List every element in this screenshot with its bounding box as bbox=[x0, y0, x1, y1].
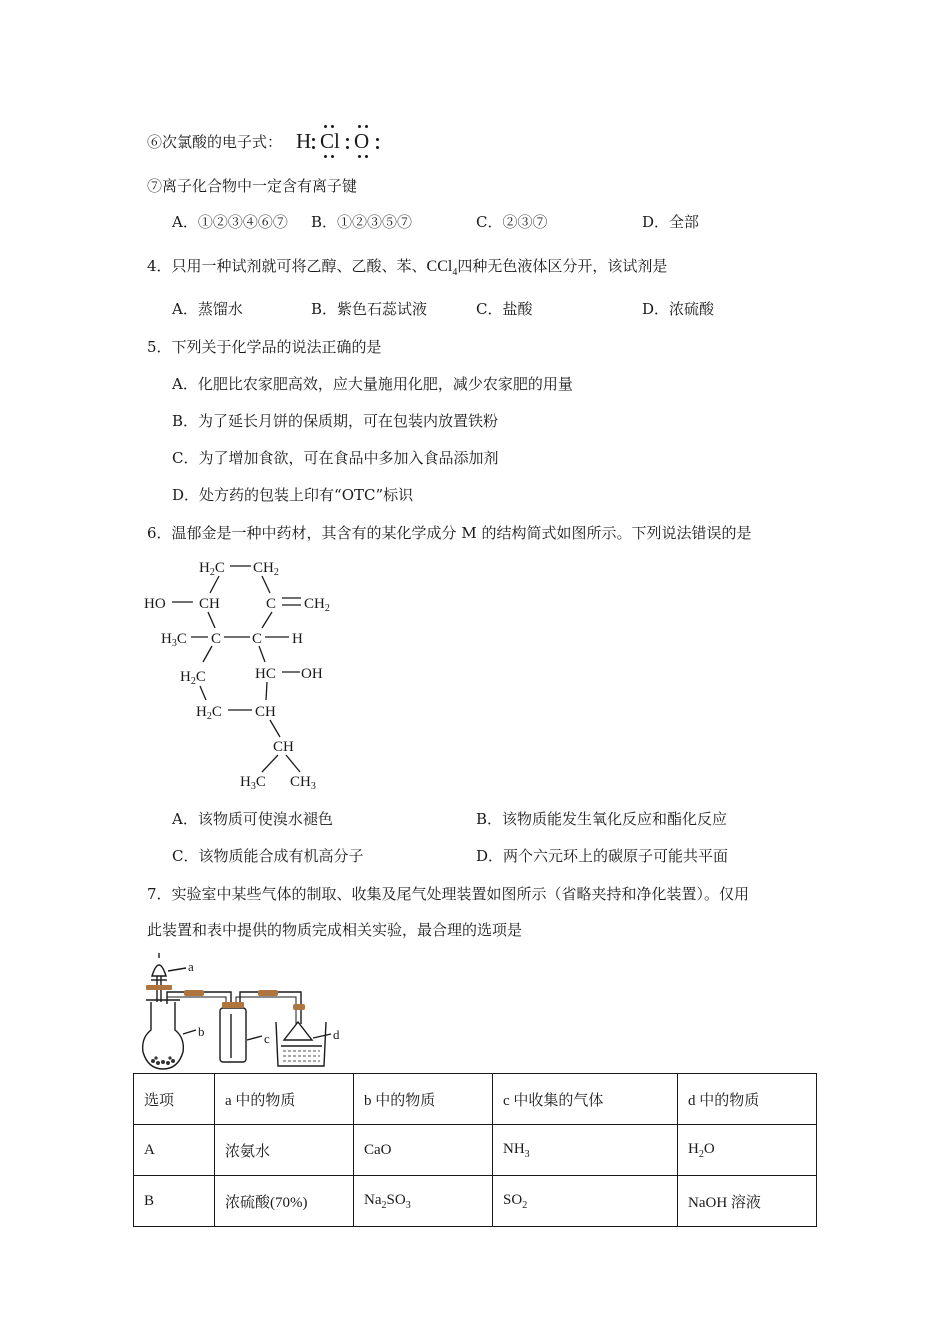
svg-text:CH3: $CH_3$ bbox=[290, 774, 316, 792]
q4-option-c: C．盐酸 bbox=[476, 300, 533, 318]
table-row bbox=[134, 1176, 817, 1227]
svg-text:CH2: $CH_2$ bbox=[253, 560, 279, 578]
q5-option-c: C．为了增加食欲，可在食品中多加入食品添加剂 bbox=[172, 449, 499, 467]
q3-option-d: D．全部 bbox=[642, 213, 700, 231]
q5-option-b: B．为了延长月饼的保质期，可在包装内放置铁粉 bbox=[172, 412, 499, 430]
label-a: a bbox=[188, 959, 194, 974]
svg-text:C: C bbox=[252, 631, 263, 647]
table-cell: $H_2O$ bbox=[678, 1125, 817, 1176]
molecule-structure bbox=[140, 552, 350, 792]
q4-ccl4: CCl$_4$ bbox=[426, 258, 458, 279]
label-b: b bbox=[198, 1024, 205, 1039]
q3-option-c: C．②③⑦ bbox=[476, 213, 548, 231]
hclo-electron-formula bbox=[293, 126, 393, 162]
svg-text:C: C bbox=[211, 631, 222, 647]
svg-text:HC: HC bbox=[255, 666, 276, 682]
q3-option-a: A．①②③④⑥⑦ bbox=[172, 213, 288, 231]
q6-option-b: B．该物质能发生氧化反应和酯化反应 bbox=[476, 810, 728, 828]
svg-text:H2C: $H_2C$ bbox=[180, 669, 206, 687]
svg-text:H: H bbox=[292, 631, 303, 647]
q7-stem-line1: 7．实验室中某些气体的制取、收集及尾气处理装置如图所示（省略夹持和净化装置）。仅用 bbox=[147, 885, 750, 903]
q4-stem-a: 4．只用一种试剂就可将乙醇、乙酸、苯、 bbox=[147, 257, 427, 275]
table-header: d 中的物质 bbox=[678, 1074, 817, 1125]
item6-text: ⑥次氯酸的电子式： bbox=[147, 133, 283, 151]
table-row bbox=[134, 1125, 817, 1176]
label-d: d bbox=[333, 1027, 340, 1042]
svg-text:CH: CH bbox=[273, 739, 294, 755]
q5-stem: 5．下列关于化学品的说法正确的是 bbox=[147, 338, 382, 356]
table-cell: A bbox=[134, 1125, 215, 1176]
table-cell: $NH_3$ bbox=[493, 1125, 678, 1176]
table-cell: 浓硫酸(70%) bbox=[215, 1176, 354, 1227]
table-cell: CaO bbox=[354, 1125, 493, 1176]
q6-option-a: A．该物质可使溴水褪色 bbox=[172, 810, 333, 828]
svg-text:H2C: $H_2C$ bbox=[196, 704, 222, 722]
svg-text:OH: OH bbox=[301, 666, 323, 682]
table-cell: NaOH 溶液 bbox=[678, 1176, 817, 1227]
q4-stem-b: 四种无色液体区分开，该试剂是 bbox=[457, 257, 668, 275]
table-header: a 中的物质 bbox=[215, 1074, 354, 1125]
q6-option-c: C．该物质能合成有机高分子 bbox=[172, 847, 364, 865]
table-header: b 中的物质 bbox=[354, 1074, 493, 1125]
table-header-row bbox=[134, 1074, 817, 1125]
q4-option-a: A．蒸馏水 bbox=[172, 300, 243, 318]
q3-option-b: B．①②③⑤⑦ bbox=[311, 213, 413, 231]
svg-text:HO: HO bbox=[144, 596, 166, 612]
table-cell: 浓氨水 bbox=[215, 1125, 354, 1176]
hclo-h: H bbox=[296, 129, 312, 153]
q5-option-d: D．处方药的包装上印有“OTC”标识 bbox=[172, 486, 414, 504]
q5-option-a: A．化肥比农家肥高效，应大量施用化肥，减少农家肥的用量 bbox=[172, 375, 573, 393]
table-cell: $Na_2SO_3$ bbox=[354, 1176, 493, 1227]
q7-stem-line2: 此装置和表中提供的物质完成相关实验，最合理的选项是 bbox=[147, 921, 523, 939]
q7-options-table bbox=[133, 1073, 817, 1227]
q6-option-d: D．两个六元环上的碳原子可能共平面 bbox=[476, 847, 729, 865]
item7-text: ⑦离子化合物中一定含有离子键 bbox=[147, 177, 358, 195]
q4-stem bbox=[147, 256, 667, 283]
svg-text:H3C: $H_3C$ bbox=[161, 631, 187, 649]
svg-text:H3C: $H_3C$ bbox=[240, 774, 266, 792]
svg-text:H2C: $H_2C$ bbox=[199, 560, 225, 578]
label-c: c bbox=[264, 1031, 270, 1046]
hclo-o: O bbox=[354, 129, 370, 153]
table-cell: B bbox=[134, 1176, 215, 1227]
table-header: 选项 bbox=[134, 1074, 215, 1125]
table-cell: $SO_2$ bbox=[493, 1176, 678, 1227]
svg-text:CCH2: C $CH_2$ bbox=[266, 596, 330, 614]
table-header: c 中收集的气体 bbox=[493, 1074, 678, 1125]
q6-stem: 6．温郁金是一种中药材，其含有的某化学成分 M 的结构简式如图所示。下列说法错误的是 bbox=[147, 524, 752, 542]
hclo-cl: Cl bbox=[320, 129, 340, 153]
svg-text:CH: CH bbox=[199, 596, 220, 612]
q4-option-b: B．紫色石蕊试液 bbox=[311, 300, 428, 318]
gas-apparatus-diagram bbox=[138, 952, 358, 1072]
svg-text:CH: CH bbox=[255, 704, 276, 720]
q4-option-d: D．浓硫酸 bbox=[642, 300, 715, 318]
